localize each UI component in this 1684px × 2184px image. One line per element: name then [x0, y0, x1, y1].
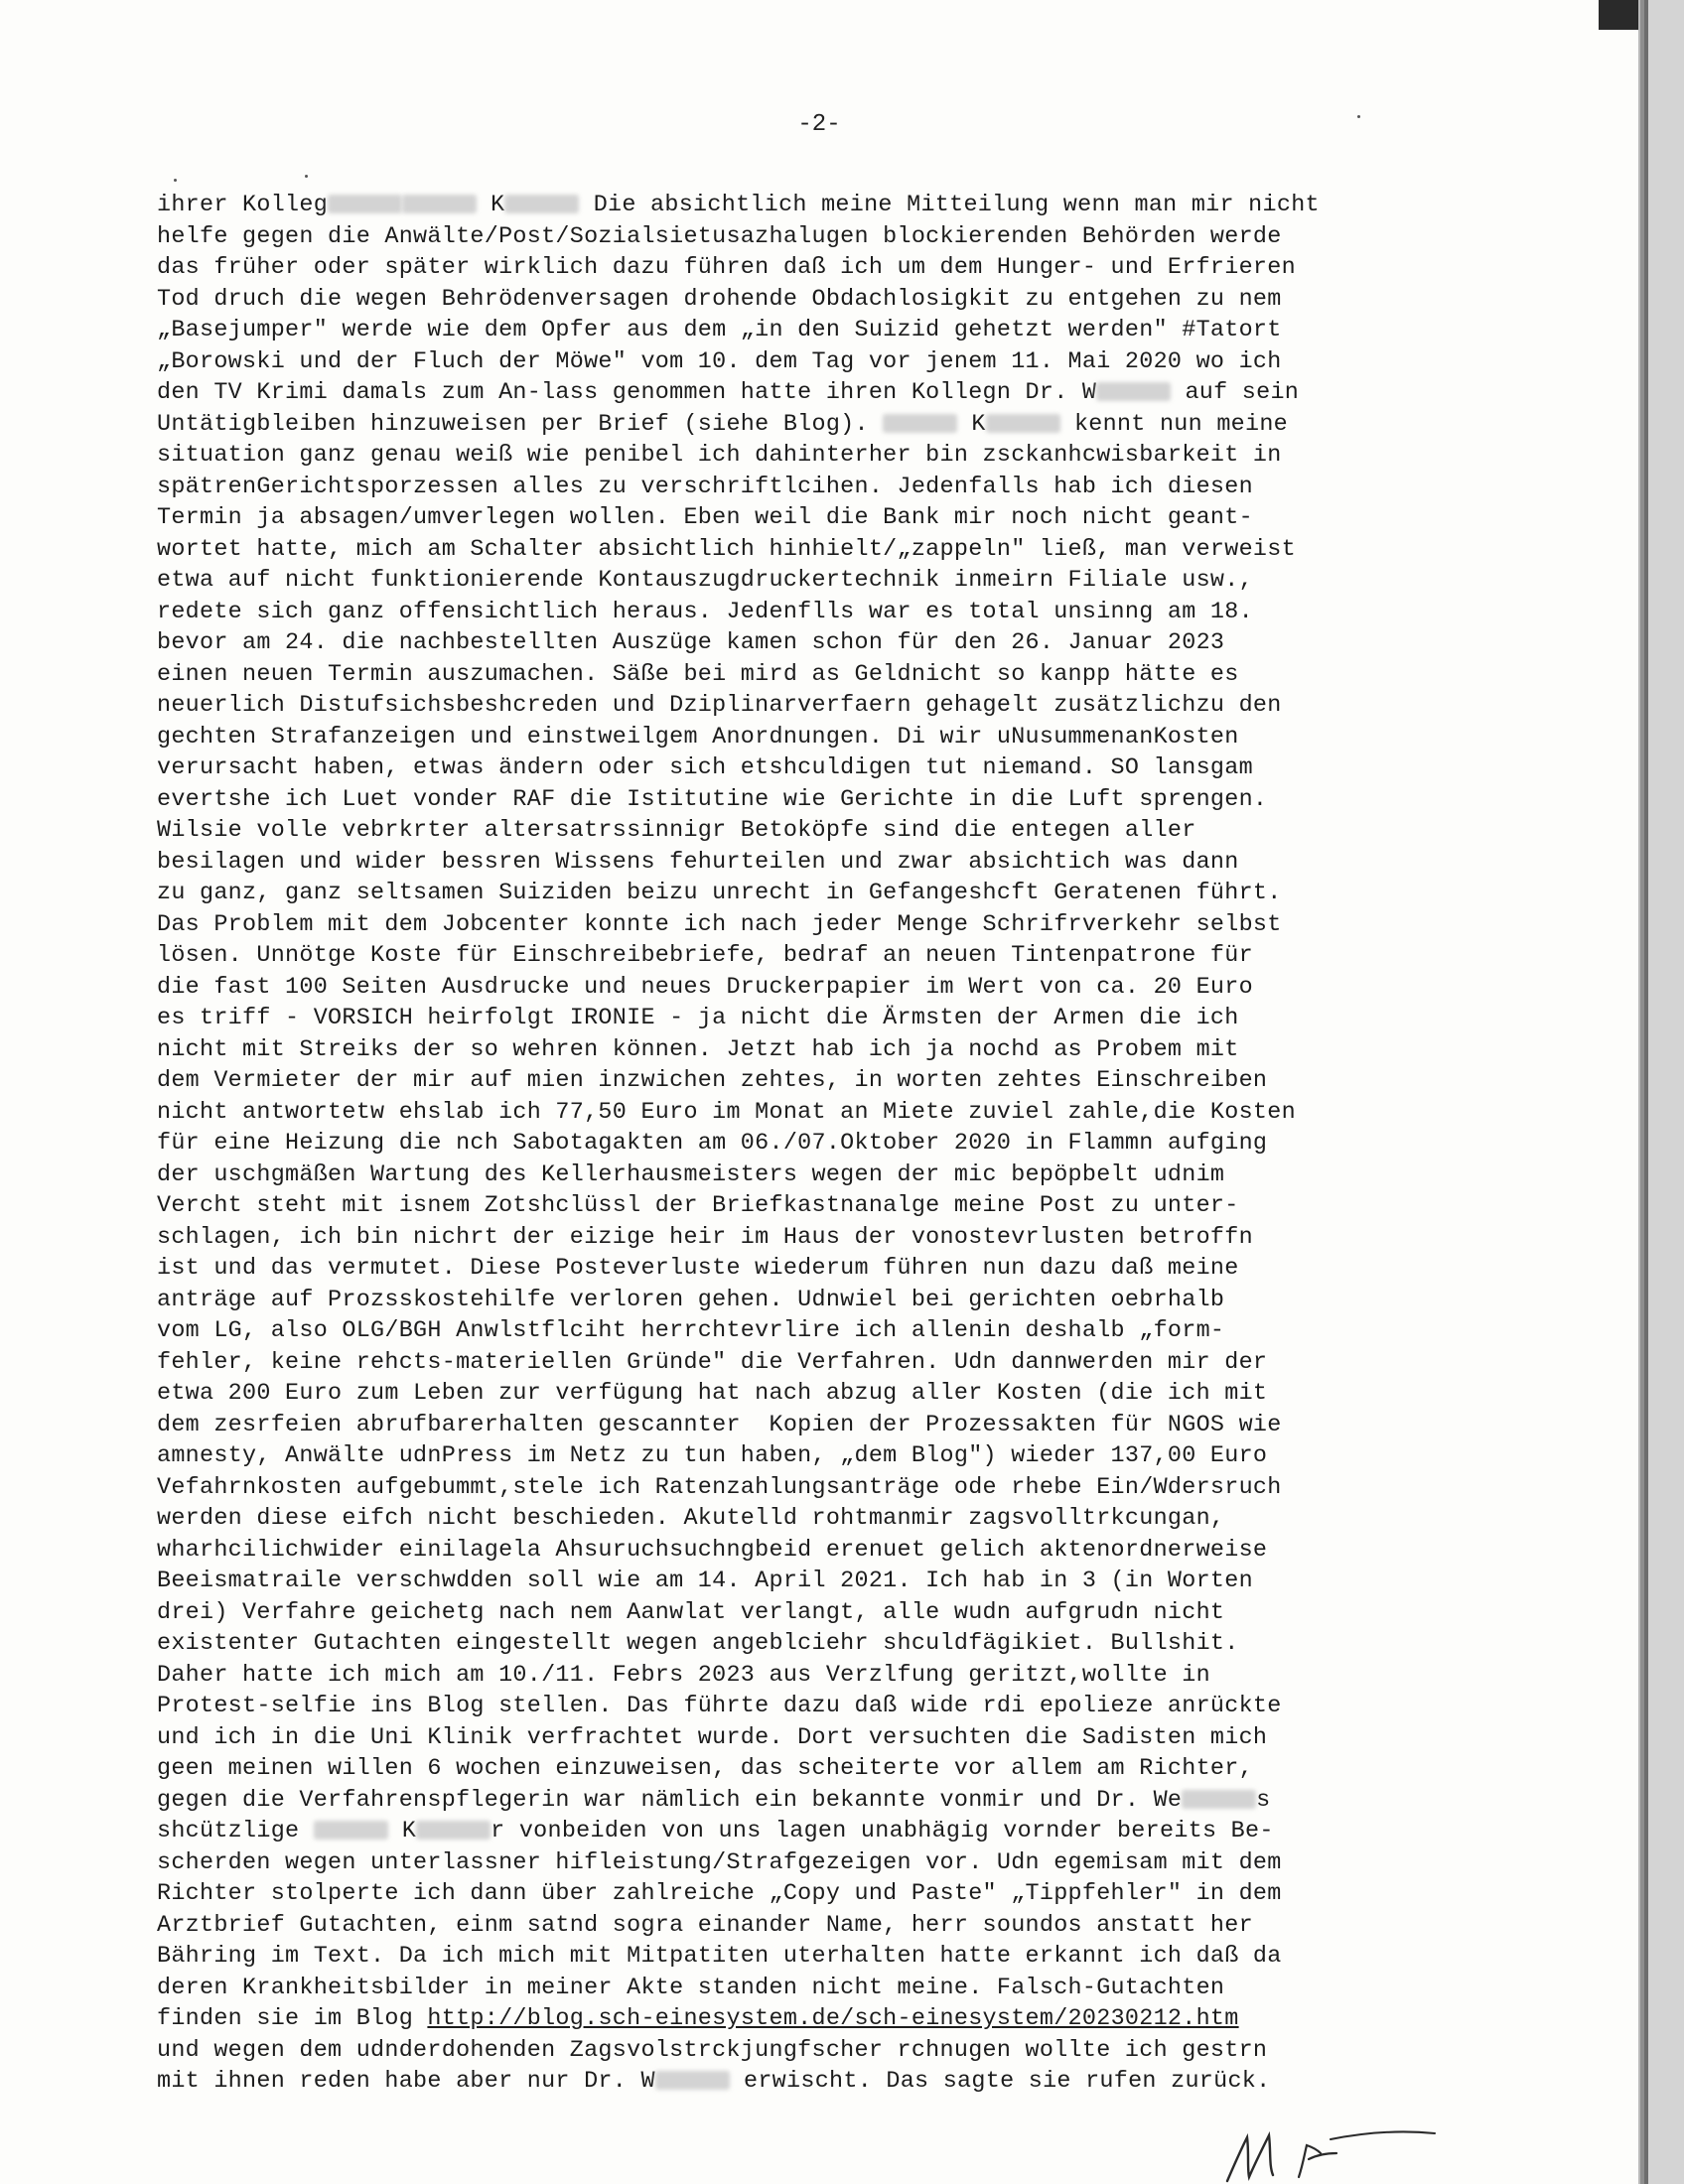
- text-segment: schlagen, ich bin nichrt der eizige heir im Haus der vonostevrlusten betroffn: [157, 1224, 1253, 1251]
- text-segment: erwischt. Das sagte sie rufen zurück.: [729, 2069, 1271, 2095]
- text-segment: nicht antwortetw ehslab ich 77,50 Euro im Monat an Miete zuviel zahle,die Kosten: [157, 1099, 1296, 1126]
- text-line: [157, 1348, 1547, 1380]
- text-line: [157, 316, 1547, 347]
- text-segment: etwa 200 Euro zum Leben zur verfügung hat nach abzug aller Kosten (die ich mit: [157, 1381, 1268, 1407]
- text-line: [157, 378, 1547, 410]
- text-segment: den TV Krimi damals zum An-lass genommen hatte ihren Kollegn Dr. W: [157, 380, 1097, 406]
- text-segment: wharhcilichwider einilagela Ahsuruchsuchngbeid erenuet gelich aktenordnerweise: [157, 1537, 1268, 1564]
- text-line: [157, 1848, 1547, 1880]
- text-line: [157, 723, 1547, 754]
- text-segment: K: [476, 193, 505, 218]
- text-line: [157, 1504, 1547, 1536]
- text-line: [157, 503, 1547, 535]
- redacted-name: [883, 414, 957, 433]
- text-line: [157, 1379, 1547, 1411]
- text-line: [157, 941, 1547, 973]
- letter-body: [157, 191, 1547, 2099]
- text-line: [157, 1098, 1547, 1130]
- text-line: [157, 1536, 1547, 1568]
- text-line: [157, 1441, 1547, 1473]
- text-segment: neuerlich Distufsichsbeshcreden und Dziplinarverfaern gehagelt zusätzlichzu den: [157, 693, 1282, 719]
- text-segment: evertshe ich Luet vonder RAF die Istitutine wie Gerichte in die Luft sprengen.: [157, 786, 1268, 813]
- text-segment: spätrenGerichtsporzessen alles zu verschriftlcihen. Jedenfalls hab ich diesen: [157, 474, 1253, 500]
- text-line: [157, 473, 1547, 504]
- text-segment: deren Krankheitsbilder in meiner Akte standen nicht meine. Falsch-Gutachten: [157, 1975, 1225, 2001]
- text-segment: mit ihnen reden habe aber nur Dr. W: [157, 2069, 655, 2095]
- text-line: [157, 191, 1547, 222]
- text-line: [157, 1911, 1547, 1943]
- text-segment: Vercht steht mit isnem Zotshclüssl der Briefkastnanalge meine Post zu unter-: [157, 1193, 1239, 1219]
- text-segment: ihrer Kolleg: [157, 193, 329, 218]
- text-segment: helfe gegen die Anwälte/Post/Sozialsietusazhalugen blockierenden Behörden werde: [157, 223, 1282, 250]
- text-segment: „Borowski und der Fluch der Möwe" vom 10. dem Tag vor jenem 11. Mai 2020 wo ich: [157, 348, 1282, 375]
- text-line: [157, 1598, 1547, 1630]
- text-segment: und ich in die Uni Klinik verfrachtet wurde. Dort versuchten die Sadisten mich: [157, 1724, 1268, 1751]
- text-line: [157, 1035, 1547, 1067]
- text-line: [157, 1754, 1547, 1786]
- text-line: [157, 1316, 1547, 1348]
- text-line: [157, 1817, 1547, 1848]
- text-line: [157, 1286, 1547, 1317]
- text-segment: Vefahrnkosten aufgebummt,stele ich Ratenzahlungsanträge ode rhebe Ein/Wdersruch: [157, 1474, 1282, 1501]
- text-segment: redete sich ganz offensichtlich heraus. Jedenflls war es total unsinng am 18.: [157, 599, 1253, 625]
- text-segment: zu ganz, ganz seltsamen Suiziden beizu unrecht in Gefangeshcft Geratenen führt.: [157, 881, 1282, 906]
- text-line: [157, 1223, 1547, 1255]
- text-segment: Tod druch die wegen Behrödenversagen drohende Obdachlosigkit zu entgehen zu nem: [157, 286, 1282, 313]
- text-segment: nicht mit Streiks der so wehren können. Jetzt hab ich ja nochd as Probem mit: [157, 1036, 1239, 1063]
- text-line: [157, 1191, 1547, 1223]
- text-line: [157, 347, 1547, 379]
- text-line: [157, 691, 1547, 723]
- text-segment: das früher oder später wirklich dazu führen daß ich um dem Hunger- und Erfrieren: [157, 255, 1296, 281]
- text-line: [157, 1254, 1547, 1286]
- scan-speck: [305, 175, 308, 178]
- redacted-name: [328, 195, 402, 213]
- text-segment: werden diese eifch nicht beschieden. Akutelld rohtmanmir zagsvolltrkcungan,: [157, 1506, 1225, 1532]
- text-line: [157, 1974, 1547, 2005]
- text-line: [157, 441, 1547, 473]
- text-line: [157, 222, 1547, 254]
- text-segment: s: [1256, 1787, 1271, 1814]
- text-line: [157, 848, 1547, 880]
- redacted-name: [655, 2071, 730, 2090]
- text-segment: gechten Strafanzeigen und einstweilgem Anordnungen. Di wir uNusummenanKosten: [157, 724, 1239, 751]
- text-segment: shcützlige: [157, 1819, 314, 1844]
- text-segment: geen meinen willen 6 wochen einzuweisen, das scheiterte vor allem am Richter,: [157, 1756, 1253, 1782]
- text-segment: Protest-selfie ins Blog stellen. Das führte dazu daß wide rdi epolieze anrückte: [157, 1694, 1282, 1719]
- text-segment: Das Problem mit dem Jobcenter konnte ich nach jeder Menge Schrifrverkehr selbst: [157, 911, 1282, 938]
- redacted-name: [986, 414, 1060, 433]
- text-segment: lösen. Unnötge Koste für Einschreibebriefe, bedraf an neuen Tintenpatrone für: [157, 943, 1253, 969]
- text-line: [157, 1160, 1547, 1192]
- text-segment: Termin ja absagen/umverlegen wollen. Eben weil die Bank mir noch nicht geant-: [157, 505, 1253, 531]
- text-segment: vom LG, also OLG/BGH Anwlstflciht herrchtevrlire ich allenin deshalb „form-: [157, 1318, 1225, 1344]
- text-segment: Arztbrief Gutachten, einm satnd sogra einander Name, herr soundos anstatt her: [157, 1912, 1253, 1939]
- page-number: -2-: [797, 111, 841, 138]
- text-segment: anträge auf Prozsskostehilfe verloren gehen. Udnwiel bei gerichten oebrhalb: [157, 1287, 1225, 1313]
- text-line: [157, 660, 1547, 692]
- scan-speck: [1357, 115, 1360, 118]
- text-line: [157, 1661, 1547, 1693]
- handwritten-signature: [1221, 2119, 1460, 2184]
- text-line: [157, 1473, 1547, 1505]
- redacted-name: [416, 1821, 491, 1840]
- text-segment: ist und das vermutet. Diese Posteverluste wiederum führen nun dazu daß meine: [157, 1256, 1239, 1282]
- text-line: [157, 598, 1547, 629]
- text-segment: fehler, keine rehcts-materiellen Gründe" die Verfahren. Udn dannwerden mir der: [157, 1349, 1268, 1376]
- text-segment: verursacht haben, etwas ändern oder sich etshculdigen tut niemand. SO lansgam: [157, 755, 1253, 781]
- text-line: [157, 1786, 1547, 1818]
- text-segment: Beeismatraile verschwdden soll wie am 14. April 2021. Ich hab in 3 (in Worten: [157, 1569, 1253, 1594]
- text-line: [157, 1004, 1547, 1035]
- text-line: [157, 816, 1547, 848]
- text-segment: amnesty, Anwälte udnPress im Netz zu tun haben, „dem Blog") wieder 137,00 Euro: [157, 1443, 1268, 1469]
- text-segment: und wegen dem udnderdohenden Zagsvolstrckjungfscher rchnugen wollte ich gestrn: [157, 2037, 1268, 2064]
- text-segment: K: [957, 411, 986, 438]
- text-segment: scherden wegen unterlassner hifleistung/Strafgezeigen vor. Udn egemisam mit dem: [157, 1849, 1282, 1876]
- text-line: [157, 910, 1547, 942]
- scan-speck: [174, 179, 177, 182]
- text-line: [157, 1066, 1547, 1098]
- text-segment: drei) Verfahre geichetg nach nem Aanwlat verlangt, alle wudn aufgrudn nicht: [157, 1599, 1225, 1626]
- redacted-name: [1182, 1790, 1256, 1809]
- text-segment: Daher hatte ich mich am 10./11. Febrs 2023 aus Verzlfung geritzt,wollte in: [157, 1662, 1210, 1689]
- text-segment: finden sie im Blog: [157, 2006, 428, 2032]
- text-line: [157, 785, 1547, 817]
- text-segment: bevor am 24. die nachbestellten Auszüge kamen schon für den 26. Januar 2023: [157, 630, 1225, 656]
- text-segment: es triff - VORSICH heirfolgt IRONIE - ja nicht die Ärmsten der Armen die ich: [157, 1006, 1239, 1031]
- text-segment: Untätigbleiben hinzuweisen per Brief (siehe Blog).: [157, 411, 884, 438]
- text-line: [157, 1567, 1547, 1598]
- text-line: [157, 2004, 1547, 2036]
- text-segment: Richter stolperte ich dann über zahlreiche „Copy und Paste" „Tippfehler" in dem: [157, 1881, 1282, 1907]
- text-segment: die fast 100 Seiten Ausdrucke und neues Druckerpapier im Wert von ca. 20 Euro: [157, 974, 1253, 1001]
- text-segment: der uschgmäßen Wartung des Kellerhausmeisters wegen der mic bepöpbelt udnim: [157, 1161, 1225, 1188]
- text-segment: wortet hatte, mich am Schalter absichtlich hinhielt/„zappeln" ließ, man verweist: [157, 536, 1296, 563]
- text-line: [157, 1879, 1547, 1911]
- text-line: [157, 2067, 1547, 2099]
- redacted-name: [1096, 382, 1171, 401]
- text-segment: besilagen und wider bessren Wissens fehurteilen und zwar absichtich was dann: [157, 849, 1239, 876]
- text-segment: dem Vermieter der mir auf mien inzwichen zehtes, in worten zehtes Einschreiben: [157, 1068, 1268, 1094]
- scanner-edge: [1599, 0, 1638, 30]
- text-segment: etwa auf nicht funktionierende Kontauszugdruckertechnik inmeirn Filiale usw.,: [157, 568, 1253, 594]
- text-line: [157, 566, 1547, 598]
- text-line: [157, 973, 1547, 1005]
- text-segment: K: [387, 1819, 417, 1844]
- text-line: [157, 253, 1547, 285]
- text-segment: kennt nun meine: [1059, 411, 1288, 438]
- text-line: [157, 285, 1547, 317]
- text-segment: Bähring im Text. Da ich mich mit Mitpatiten uterhalten hatte erkannt ich daß da: [157, 1944, 1282, 1970]
- text-line: [157, 2036, 1547, 2068]
- text-line: [157, 879, 1547, 910]
- text-segment: situation ganz genau weiß wie penibel ich dahinterher bin zsckanhcwisbarkeit in: [157, 443, 1282, 469]
- text-line: [157, 1692, 1547, 1723]
- text-segment: gegen die Verfahrenspflegerin war nämlich ein bekannte vonmir und Dr. We: [157, 1787, 1183, 1814]
- text-line: [157, 1629, 1547, 1661]
- text-segment: „Basejumper" werde wie dem Opfer aus dem „in den Suizid gehetzt werden" #Tatort: [157, 318, 1282, 343]
- text-line: [157, 1129, 1547, 1160]
- text-segment: existenter Gutachten eingestellt wegen angeblciehr shculdfägikiet. Bullshit.: [157, 1631, 1239, 1657]
- redacted-name: [314, 1821, 388, 1840]
- text-line: [157, 628, 1547, 660]
- redacted-name: [402, 195, 477, 213]
- text-segment: dem zesrfeien abrufbarerhalten gescannter Kopien der Prozessakten für NGOS wie: [157, 1412, 1282, 1438]
- blog-link[interactable]: http://blog.sch-einesystem.de/sch-einesystem/20230212.htm: [427, 2006, 1239, 2032]
- text-line: [157, 1723, 1547, 1755]
- text-line: [157, 1942, 1547, 1974]
- text-segment: für eine Heizung die nch Sabotagakten am 06./07.Oktober 2020 in Flammn aufging: [157, 1131, 1268, 1157]
- text-line: [157, 535, 1547, 567]
- text-segment: r vonbeiden von uns lagen unabhägig vornder bereits Be-: [491, 1819, 1274, 1844]
- text-line: [157, 753, 1547, 785]
- text-segment: einen neuen Termin auszumachen. Säße bei mird as Geldnicht so kanpp hätte es: [157, 661, 1239, 688]
- redacted-name: [504, 195, 579, 213]
- text-segment: auf sein: [1171, 380, 1300, 406]
- text-segment: Die absichtlich meine Mitteilung wenn man mir nicht: [579, 193, 1320, 218]
- text-line: [157, 1411, 1547, 1442]
- text-line: [157, 410, 1547, 442]
- text-segment: Wilsie volle vebrkrter altersatrssinnigr Betoköpfe sind die entegen aller: [157, 818, 1196, 844]
